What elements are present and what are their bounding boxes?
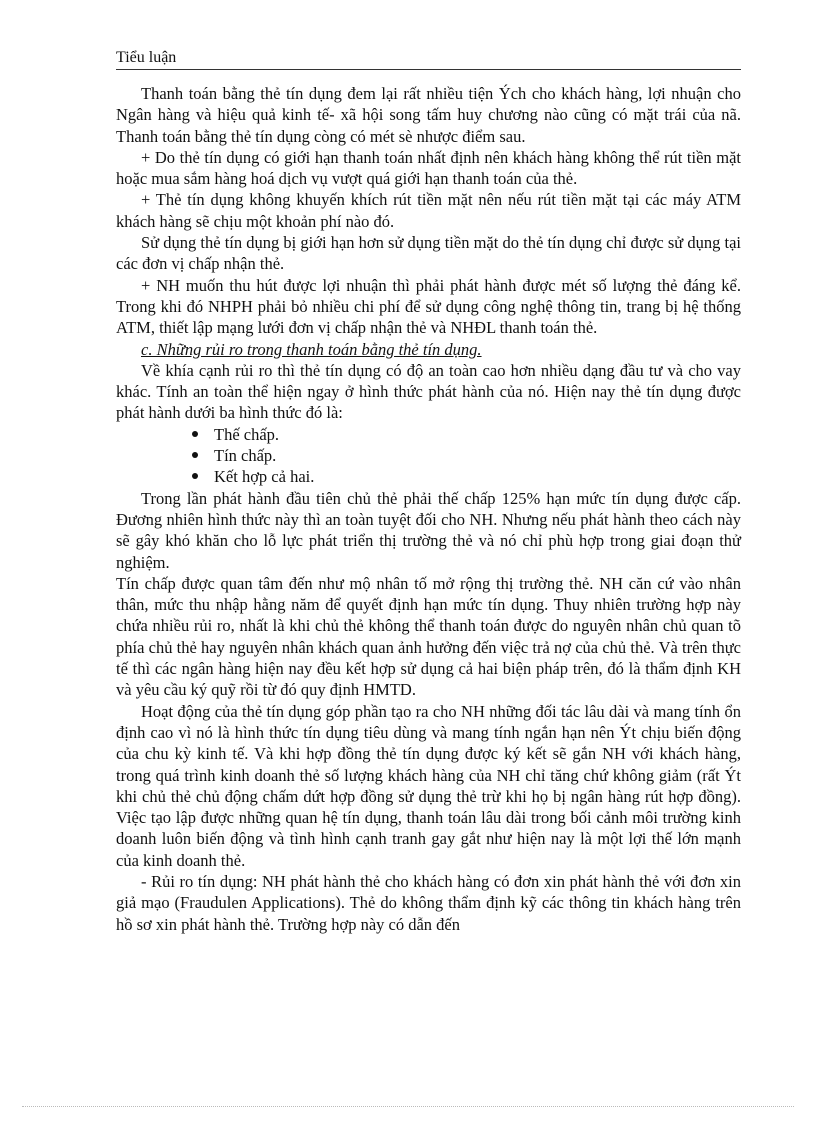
page-header [116, 48, 741, 70]
bullet-icon [192, 452, 198, 458]
list-item-text: Thế chấp. [214, 424, 280, 444]
list-item-text: Kết hợp cả hai. [214, 467, 315, 487]
section-heading [116, 339, 741, 360]
paragraph-risk-intro: Về khía cạnh rủi ro thì thẻ tín dụng có độ an toàn cao hơn nhiều dạng đầu tư và cho vay khác. Tính an toàn thể hiện ngay ở hình thức phát hành của nó. Hiện nay thẻ tín dụng được phát hành dưới ba hình thức đó là: [116, 360, 741, 423]
paragraph-card-activity: Hoạt động của thẻ tín dụng góp phần tạo ra cho NH những đối tác lâu dài và mang tính ổn định cao vì nó là hình thức tín dụng tiêu dùng và mang tính ngắn hạn nên Ýt chịu biến động của chu kỳ kinh tế. Và khi hợp đồng thẻ tín dụng được ký kết sẽ gắn NH với khách hàng, trong quá trình kinh doanh thẻ số lượng khách hàng của NH chỉ tăng chứ không giảm (rất Ýt khi chủ thẻ chủ động chấm dứt hợp đồng sử dụng thẻ trừ khi họ bị ngân hàng rút hợp đồng). Việc tạo lập được những quan hệ tín dụng, thanh toán lâu dài trong bối cảnh môi trường kinh doanh luôn biến động và tình hình cạnh tranh gay gắt như hiện nay là một lợi thế lớn mạnh của kinh doanh thẻ. [116, 701, 741, 870]
paragraph-limit: + Do thẻ tín dụng có giới hạn thanh toán nhất định nên khách hàng không thể rút tiền mặt hoặc mua sắm hàng hoá dịch vụ vượt quá giới hạn thanh toán của thẻ. [116, 147, 741, 189]
list-item-text: Tín chấp. [214, 446, 277, 466]
section-heading-text: c. Những rủi ro trong thanh toán bằng thẻ tín dụng. [141, 339, 482, 359]
paragraph-issuance-cost: + NH muốn thu hút được lợi nhuận thì phải phát hành được mét số lượng thẻ đáng kể. Trong khi đó NHPH phải bỏ nhiều chi phí để sử dụng công nghệ thông tin, trang bị hệ thống ATM, thiết lập mạng lưới đơn vị chấp nhận thẻ và NHĐL thanh toán thẻ. [116, 275, 741, 338]
paragraph-cash-withdrawal: + Thẻ tín dụng không khuyến khích rút tiền mặt nên nếu rút tiền mặt tại các máy ATM khách hàng sẽ chịu một khoản phí nào đó. [116, 190, 741, 231]
bullet-icon [192, 473, 198, 479]
list-item [116, 466, 741, 487]
paragraph-usage-limited: Sử dụng thẻ tín dụng bị giới hạn hơn sử dụng tiền mặt do thẻ tín dụng chỉ được sử dụng tại các đơn vị chấp nhận thẻ. [116, 233, 741, 274]
paragraph-credit-risk: - Rủi ro tín dụng: NH phát hành thẻ cho khách hàng có đơn xin phát hành thẻ với đơn xin giả mạo (Fraudulen Applications). Thẻ do không thẩm định kỹ các thông tin khách hàng trên hồ sơ xin phát hành thẻ. Trường hợp này có dẫn đến [116, 871, 741, 934]
header-title: Tiểu luận [116, 49, 177, 66]
paragraph-intro-drawbacks: Thanh toán bằng thẻ tín dụng đem lại rất nhiều tiện Ých cho khách hàng, lợi nhuận cho Ngân hàng và hiệu quả kinh tế- xã hội song tấm huy chương nào cũng có mặt trái của nã. Thanh toán bằng thẻ tín dụng còng có mét sè nhược điểm sau. [116, 84, 741, 146]
bullet-icon [192, 431, 198, 437]
document-body [116, 83, 741, 935]
footer-divider [22, 1106, 794, 1107]
paragraph-unsecured: Tín chấp được quan tâm đến như mộ nhân tố mở rộng thị trường thẻ. NH căn cứ vào nhân thân, mức thu nhập hằng năm để quyết định hạn mức tín dụng. Thuy nhiên trường hợp này chứa nhiều rủi ro, nhất là khi chủ thẻ không thể thanh toán được do nguyên nhân chủ quan tõ phía chủ thẻ hay nguyên nhân khách quan ảnh hưởng đến việc trả nợ của chủ thẻ. Và trên thực tế thì các ngân hàng hiện nay đều kết hợp sử dụng cả hai biện pháp trên, đó là thẩm định KH và yêu cầu ký quỹ rồi từ đó quy định HMTD. [116, 573, 741, 700]
paragraph-mortgage: Trong lần phát hành đầu tiên chủ thẻ phải thế chấp 125% hạn mức tín dụng được cấp. Đương nhiên hình thức này thì an toàn tuyệt đối cho NH. Nhưng nếu phát hành theo cách này sẽ gây khó khăn cho lỗ lực phát triển thị trường thẻ và nó chỉ phù hợp trong giai đoạn thử nghiệm. [116, 488, 741, 572]
issuance-forms-list [116, 424, 741, 488]
list-item [116, 445, 741, 466]
list-item [116, 424, 741, 445]
